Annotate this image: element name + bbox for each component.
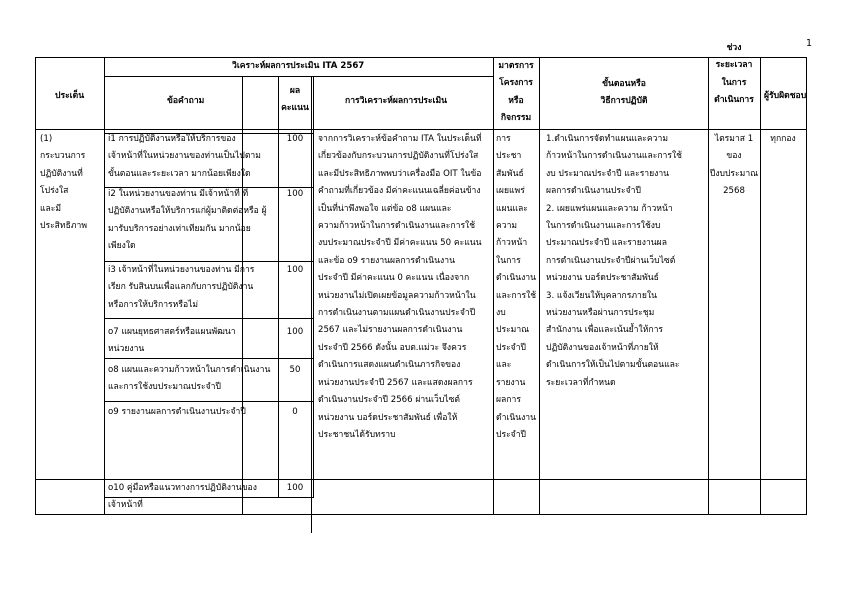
score-o10: 100 [286, 483, 304, 493]
period-text: ไตรมาส 1 ของ ปีงบประมาณ 2568 [709, 134, 759, 197]
grid-line [104, 76, 494, 77]
header-analysis-group: วิเคราะห์ผลการประเมิน ITA 2567 [232, 61, 365, 71]
grid-line [36, 129, 807, 130]
grid-line [539, 58, 540, 515]
issue-text: (1) กระบวนการ ปฏิบัติงานที่ โปร่งใส และมี ประสิทธิภาพ [40, 134, 87, 232]
grid-line [313, 76, 314, 498]
grid-line [760, 58, 761, 515]
question-i2: i2 ในหน่วยงานของท่าน มีเจ้าหน้าที่ ที่ ปฏิบัติงานหรือให้บริการแก่ผู้มาติดต่อหรือ ผู้ มารับบริการอย่างเท่าเทียมกัน มากน้อย เพียงใด [108, 189, 267, 252]
question-o10: o10 คู่มือหรือแนวทางการปฏิบัติงานของ เจ้าหน้าที่ [108, 483, 257, 511]
question-o9: o9 รายงานผลการดำเนินงานประจำปี [108, 407, 246, 417]
header-steps: ขั้นตอนหรือ วิธีการปฏิบัติ [600, 79, 648, 107]
question-i3: i3 เจ้าหน้าที่ในหน่วยงานของท่าน มีการ เรียก รับสินบนเพื่อแลกกับการปฏิบัติงาน หรือการให้บริการหรือไม่ [108, 265, 255, 310]
header-measure: มาตรการ โครงการ หรือ กิจกรรม [498, 61, 534, 124]
question-o7: o7 แผนยุทธศาสตร์หรือแผนพัฒนา หน่วยงาน [108, 327, 236, 355]
score-o7: 100 [286, 327, 304, 337]
grid-line [104, 58, 105, 515]
steps-text: 1.ดำเนินการจัดทำแผนและความ ก้าวหน้าในการดำเนินงานและการใช้ งบ ประมาณประจำปี และรายงาน ผลการดำเนินงานประจำปี 2. เผยแพร่แผนและความ ก้าวหน้า ในการดำเนินงานและการใช้งบ ประมาณประจำปี และรายงานผล การดำเนินงานประจำปีผ่านเว็บไซต์ หน่วยงาน บอร์ดประชาสัมพันธ์ 3. แจ้งเวียนให้บุคลากรภายใน หน่วยงานหรือผ่านการประชุม สำนักงาน เพื่อและเน้นย้ำให้การ ปฏิบัติงานของเจ้าหน้าที่ภายให้ ดำเนินการให้เป็นไปตามขั้นตอนและ ระยะเวลาที่กำหนด [546, 134, 683, 388]
question-o8: o8 แผนและความก้าวหน้าในการดำเนินงาน และการใช้งบประมาณประจำปี [108, 365, 271, 393]
header-responsible: ผู้รับผิดชอบ [764, 91, 807, 101]
score-i2: 100 [286, 189, 304, 199]
analysis-text: จากการวิเคราะห์ข้อคำถาม ITA ในประเด็นที่ เกี่ยวข้องกับกระบวนการปฏิบัติงานที่โปร่งใส และมีประสิทธิภาพพบว่าเครื่องมือ OIT ในข้อ คำถามที่เกี่ยวข้อง มีค่าคะแนนเฉลี่ยค่อนข้าง เป็นที่น่าพึงพอใจ แต่ข้อ o8 แผนและ ความก้าวหน้าในการดำเนินงานและการใช้ งบประมาณประจำปี มีค่าคะแนน 50 คะแนน และข้อ o9 รายงานผลการดำเนินงาน ประจำปี มีค่าคะแนน 0 คะแนน เนื่องจาก หน่วยงานไม่เปิดเผยข้อมูลความก้าวหน้าใน การดำเนินงานตามแผนดำเนินงานประจำปี 2567 และไม่รายงานผลการดำเนินงาน ประจำปี 2566 ดังนั้น อบต.แม่วะ จึงควร ดำเนินการแสดงแผนดำเนินภารกิจของ หน่วยงานประจำปี 2567 และแสดงผลการ ดำเนินงานประจำปี 2566 ผ่านเว็บไซต์ หน่วยงาน บอร์ดประชาสัมพันธ์ เพื่อให้ ประชาชนได้รับทราบ [318, 134, 482, 440]
header-period: ช่วง ระยะเวลา ในการ ดำเนินการ [714, 43, 754, 106]
grid-line [104, 318, 314, 319]
measure-text: การ ประชา สัมพันธ์ เผยแพร่ แผนและ ความ ก้าวหน้า ในการ ดำเนินงาน และการใช้ งบ ประมาณ ประจำปี และ รายงาน ผลการ ดำเนินงาน ประจำปี [496, 134, 537, 440]
page-number: 1 [806, 38, 813, 49]
grid-line [708, 58, 709, 515]
header-analysis: การวิเคราะห์ผลการประเมิน [345, 96, 447, 106]
score-i1: 100 [286, 134, 304, 144]
score-o8: 50 [289, 365, 301, 375]
grid-line [104, 401, 314, 402]
score-o9: 0 [292, 407, 298, 417]
responsible-text: ทุกกอง [770, 134, 796, 144]
header-score: ผล คะแนน [281, 86, 309, 114]
question-i1: i1 การปฏิบัติงานหรือให้บริการของ เจ้าหน้าที่ในหน่วยงานของท่านเป็นไปตาม ขั้นตอนและระยะเวลา มากน้อยเพียงใด [108, 134, 261, 179]
header-question: ข้อคำถาม [167, 96, 205, 106]
score-i3: 100 [286, 265, 304, 275]
header-issue: ประเด็น [55, 91, 85, 101]
